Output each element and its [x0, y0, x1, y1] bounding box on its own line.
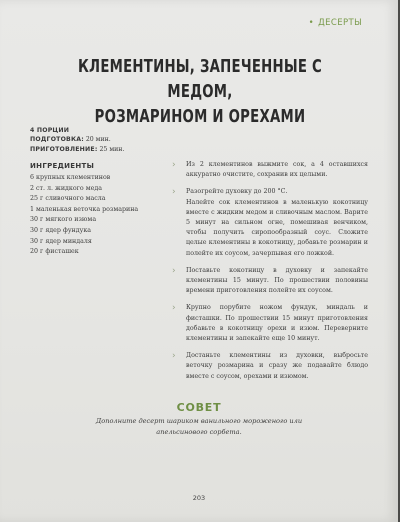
- cook-label: ПРИГОТОВЛЕНИЕ:: [30, 145, 98, 153]
- section-label: ДЕСЕРТЫ: [318, 18, 362, 28]
- step-text: Поставьте кокотницу в духовку и запекайте клементины 15 минут. По прошествии половины времени приготовления полейте их соусом.: [186, 266, 368, 295]
- ingredient-item: 30 г ядер фундука: [30, 226, 92, 234]
- steps-list: [172, 160, 368, 382]
- chevron-right-icon: ›: [172, 160, 176, 170]
- step-item: [172, 351, 368, 382]
- ingredient-item: 30 г ядер миндаля: [30, 237, 92, 245]
- chevron-right-icon: ›: [172, 187, 176, 198]
- ingredient-item: 30 г мягкого изюма: [30, 216, 97, 224]
- section-tag: [309, 18, 362, 28]
- bullet-icon: •: [308, 18, 315, 28]
- step-item: [172, 187, 368, 258]
- step-text: Достаньте клементины из духовки, выбросьте веточку розмарина и сразу же подавайте блюдо вместе с соусом, орехами и изюмом.: [186, 352, 368, 380]
- step-text: Налейте сок клементинов в маленькую кокотницу вместе с жидким медом и сливочным маслом. Варите 5 минут на сильном огне, помешивая венчиком, чтобы получить сиропообразный соус. Сложите целые клементины в кокотницу, добавьте розмарин и полейте их соусом, зачерпывая его ложкой.: [186, 198, 368, 257]
- servings: 4 ПОРЦИИ: [30, 127, 70, 134]
- ingredient-item: 6 крупных клементинов: [30, 174, 111, 181]
- step-text: Из 2 клементинов выжмите сок, а 4 оставшихся аккуратно очистите, сохранив их целыми.: [186, 161, 368, 179]
- step-text: Крупно порубите ножом фундук, миндаль и фисташки. По прошествии 15 минут приготовления добавьте в кокотницу орехи и изюм. Переверните клементины и запекайте еще 10 минут.: [186, 304, 368, 343]
- step-text: Разогрейте духовку до 200 °С.: [186, 188, 288, 196]
- ingredients-heading: ИНГРЕДИЕНТЫ: [30, 162, 95, 170]
- page-number: 203: [192, 494, 206, 502]
- recipe-title-line-2: РОЗМАРИНОМ И ОРЕХАМИ: [94, 106, 306, 127]
- recipe-title-line-1: КЛЕМЕНТИНЫ, ЗАПЕЧЕННЫЕ С МЕДОМ,: [77, 56, 323, 102]
- chevron-right-icon: ›: [172, 303, 176, 314]
- chevron-right-icon: ›: [172, 265, 176, 276]
- tip-text: Дополните десерт шариком ванильного мороженого или апельсинового сорбета.: [95, 417, 303, 436]
- ingredient-item: 2 ст. л. жидкого меда: [30, 184, 102, 192]
- chevron-right-icon: ›: [172, 351, 176, 362]
- cook-time: [30, 145, 124, 154]
- recipe-meta: [30, 126, 124, 154]
- step-item: [172, 266, 368, 297]
- ingredients-list: [30, 173, 160, 258]
- cook-value: 25 мин.: [99, 145, 125, 153]
- prep-label: ПОДГОТОВКА:: [30, 136, 84, 144]
- ingredient-item: 25 г сливочного масла: [30, 195, 106, 203]
- prep-time: [30, 135, 124, 144]
- ingredient-item: 20 г фисташек: [30, 248, 79, 256]
- recipe-title: [61, 54, 340, 129]
- prep-value: 20 мин.: [85, 136, 111, 144]
- tip-heading: СОВЕТ: [176, 401, 222, 414]
- step-item: [172, 160, 368, 180]
- step-item: [172, 303, 368, 344]
- ingredient-item: 1 маленькая веточка розмарина: [30, 205, 139, 213]
